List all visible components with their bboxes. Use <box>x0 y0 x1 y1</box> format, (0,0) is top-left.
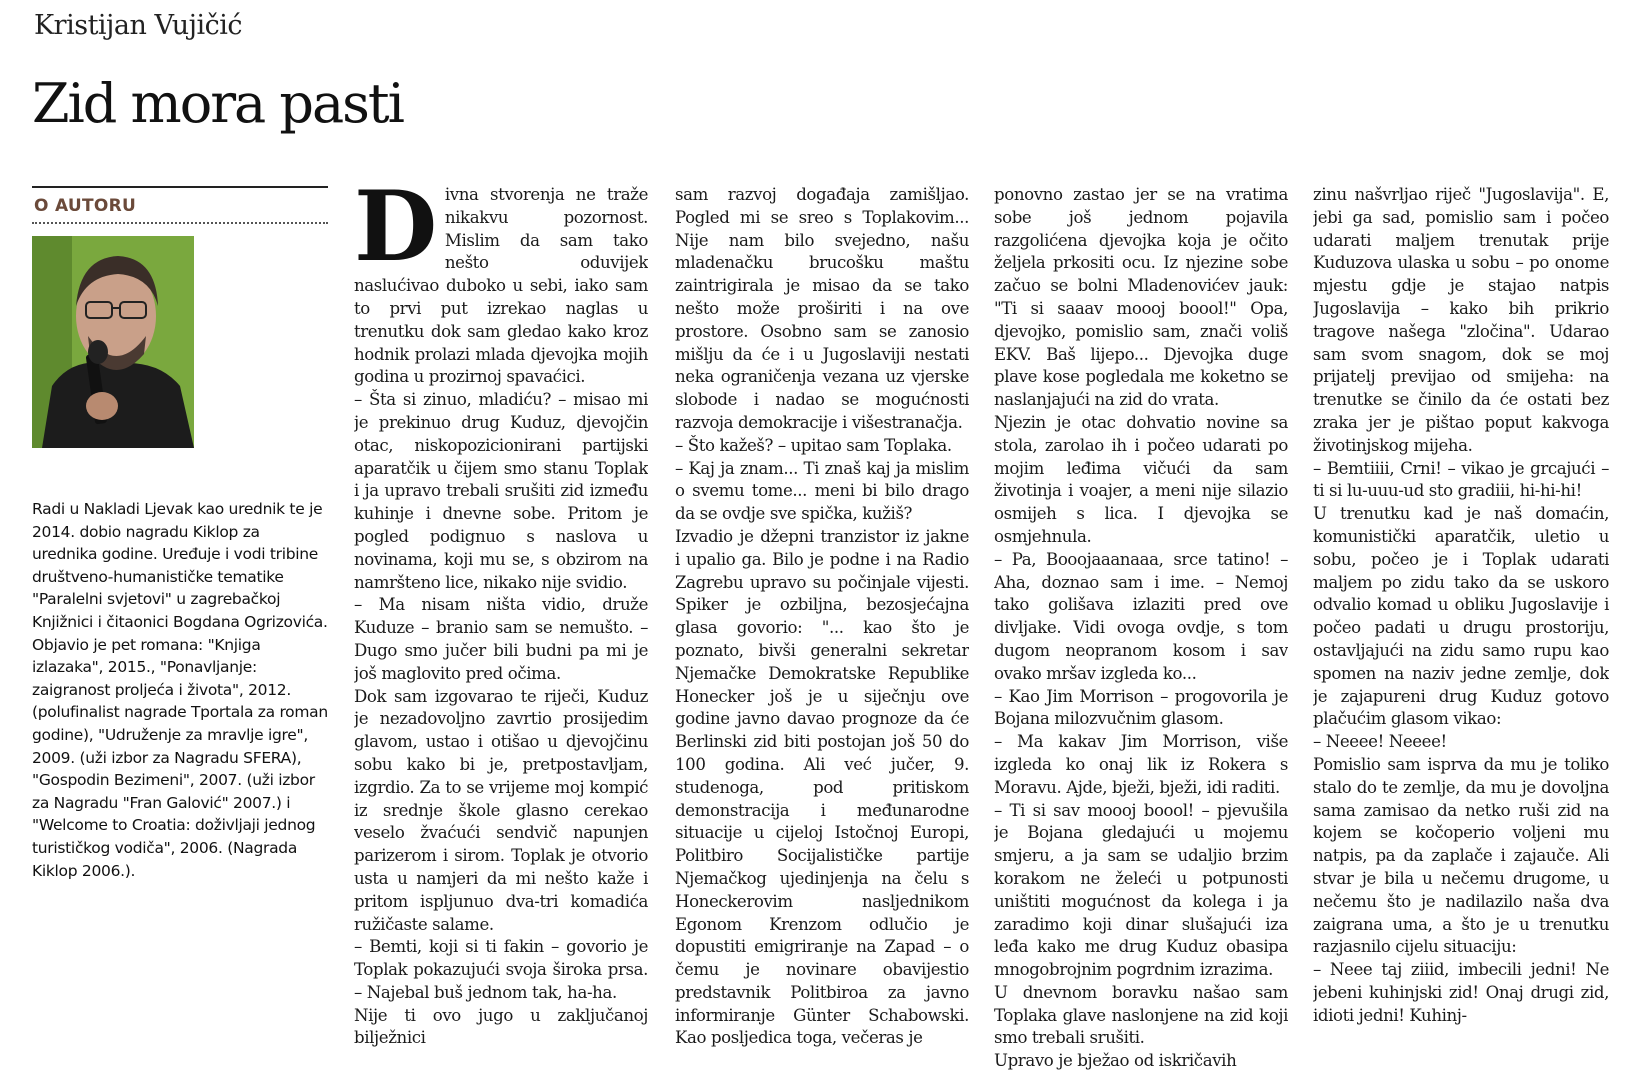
paragraph: Nije ti ovo jugo u zaključanoj bilježnici <box>354 1005 648 1048</box>
paragraph: Njezin je otac dohvatio novine sa stola, zarolao ih i počeo udarati po mojim leđima vičući da sam životinja i voajer, a meni nije silazio osmijeh s lica. I djevojka se osmjehnula. <box>994 412 1288 546</box>
paragraph: – Kaj ja znam... Ti znaš kaj ja mislim o svemu tome... meni bi bilo drago da se ovdje sve spička, kužiš? <box>675 458 969 524</box>
sidebar-top-rule <box>32 186 328 188</box>
paragraph: U dnevnom boravku našao sam Toplaka glave naslonjene na zid koji smo trebali srušiti. <box>994 982 1288 1048</box>
paragraph: – Pa, Booojaaanaaa, srce tatino! – Aha, doznao sam i ime. – Nemoj tako golišava izlaziti pred ove divljake. Vidi ovoga ovdje, s tom dugom neopranom kosom i sav ovako mršav izgleda ko... <box>994 549 1288 683</box>
drop-cap: D <box>354 184 437 283</box>
author-portrait-icon <box>32 236 194 448</box>
paragraph: – Šta si zinuo, mladiću? – misao mi je prekinuo drug Kuduz, djevojčin otac, niskopozicionirani partijski aparatčik u čijem smo stanu Toplak i ja upravo trebali srušiti zid između kuhinje i dnevne sobe. Pritom je pogled podignuo s naslova u novinama, koji mu se, s obzirom na namršteno lice, nikako nije svidio. <box>354 390 648 592</box>
paragraph: – Ma nisam ništa vidio, druže Kuduze – branio sam se nemušto. – Dugo smo jučer bili budni pa mi je još maglovito pred očima. <box>354 595 648 683</box>
paragraph: zinu našvrljao riječ "Jugoslavija". E, jebi ga sad, pomislio sam i počeo udarati maljem trenutak prije Kuduzova ulaska u sobu – po onome mjestu gdje je stajao natpis Jugoslavija – kako bih prikrio tragove našega "zločina". Udarao sam svom snagom, dok se moj prijatelj previjao od smijeha: na trenutke se činilo da će ostati bez zraka jer je pištao poput kakvoga životinjskog mijeha. <box>1313 185 1609 455</box>
sidebar-dotted-rule <box>32 222 328 224</box>
paragraph: – Neee taj ziiid, imbecili jedni! Ne jebeni kuhinjski zid! Onaj drugi zid, idioti jedni! Kuhinj- <box>1313 960 1609 1025</box>
article-column-2 <box>675 184 969 1080</box>
paragraph: Izvadio je džepni tranzistor iz jakne i upalio ga. Bilo je podne i na Radio Zagrebu upravo su počinjale vijesti. Spiker je ozbiljna, bezosjećajna glasa govorio: "... kao što je poznato, bivši generalni sekretar Njemačke Demokratske Republike Honecker još je u siječnju ove godine javno davao prognoze da će Berlinski zid biti postojan još 50 do 100 godina. Ali već jučer, 9. studenoga, pod pritiskom demonstracija i međunarodne situacije u cijeloj Istočnoj Europi, Politbiro Socijalističke partije Njemačkog ujedinjenja na čelu s Honeckerovim nasljednikom Egonom Krenzom odlučio je dopustiti emigriranje na Zapad – o čemu je novinare obavijestio predstavnik Politbiroa za javno informiranje Günter Schabowski. Kao posljedica toga, večeras je <box>675 526 969 1048</box>
paragraph: ivna stvorenja ne traže nikakvu pozornost. Mislim da sam tako nešto oduvijek naslućivao duboko u sebi, iako sam to prvi put izrekao naglas u trenutku dok sam gledao kako kroz hodnik prolazi mlada djevojka mojih godina u prozirnoj spavaćici. <box>354 185 648 387</box>
paragraph: Upravo je bježao od iskričavih <box>994 1051 1237 1071</box>
article-column-3 <box>994 184 1288 1080</box>
author-name: Kristijan Vujičić <box>34 10 243 41</box>
paragraph: – Kao Jim Morrison – progovorila je Bojana milozvučnim glasom. <box>994 686 1288 729</box>
paragraph: – Ti si sav moooj boool! – pjevušila je Bojana gledajući u mojemu smjeru, a ja sam se udaljio brzim korakom ne želeći u potpunosti uništiti mogućnost da kolega i ja zaradimo koji dinar slušajući iza leđa kako me drug Kuduz obasipa mnogobrojnim pogrdnim izrazima. <box>994 800 1288 980</box>
article-title: Zid mora pasti <box>32 72 403 135</box>
author-photo <box>32 236 194 448</box>
paragraph: Pomislio sam isprva da mu je toliko stalo do te zemlje, da mu je dovoljna sama zamisao da netko ruši zid na kojem se kočoperio voljeni mu natpis, pa da zaplače i zajauče. Ali stvar je bila u nečemu drugome, u nečemu što je nadilazilo naša dva zaigrana uma, a što je u trenutku razjasnilo cijelu situaciju: <box>1313 754 1609 957</box>
about-author-sidebar <box>32 186 328 882</box>
article-column-4 <box>1313 184 1609 1080</box>
paragraph: – Bemti, koji si ti fakin – govorio je Toplak pokazujući svoja široka prsa. – Najebal buš jednom tak, ha-ha. <box>354 937 648 1002</box>
paragraph: – Što kažeš? – upitao sam Toplaka. <box>675 435 952 455</box>
paragraph: – Neeee! Neeee! <box>1313 732 1447 752</box>
paragraph: – Bemtiiii, Crni! – vikao je grcajući – ti si lu-uuu-ud sto gradiii, hi-hi-hi! <box>1313 458 1609 501</box>
paragraph: Dok sam izgovarao te riječi, Kuduz je nezadovoljno zavrtio prosijedim glavom, ustao i otišao u djevojčinu sobu kako bi je, pretpostavljam, izgrdio. Za to se vrijeme moj kompić iz srednje škole glasno cerekao veselo žvaćući sendvič napunjen parizerom i sirom. Toplak je otvorio usta u namjeri da mi nešto kaže i pritom ispljunuo dva-tri komadića ružičaste salame. <box>354 686 648 934</box>
paragraph: – Ma kakav Jim Morrison, više izgleda ko onaj lik iz Rokera s Moravu. Ajde, bježi, bježi, idi raditi. <box>994 732 1288 797</box>
article-column-1 <box>354 184 648 1080</box>
paragraph: U trenutku kad je naš domaćin, komunistički aparatčik, uletio u sobu, počeo je i Toplak udarati maljem po zidu tako da se uskoro odvalio komad u obliku Jugoslavije i počeo padati u drugu prostoriju, ostavljajući na zidu samo rupu kao spomen na naziv jedne zemlje, dok je zajapureni drug Kuduz gotovo plačućim glasom vikao: <box>1313 504 1609 729</box>
sidebar-label: O AUTORU <box>34 196 137 216</box>
paragraph: sam razvoj događaja zamišljao. Pogled mi se sreo s Toplakovim... Nije nam bilo svejedno, našu mladenačku brucošku maštu zaintrigirala je misao da se tako nešto može proširiti i na ove prostore. Osobno sam se zanosio mišlju da će i u Jugoslaviji nestati neka ograničenja vezana uz vjerske slobode i nadao se mogućnosti razvoja demokracije i višestranačja. <box>675 185 969 432</box>
paragraph: ponovno zastao jer se na vratima sobe još jednom pojavila razgolićena djevojka koja je očito željela prkositi ocu. Iz njezine sobe začuo se bolni Mladenovićev jauk: "Ti si saaav moooj boool!" Opa, djevojko, pomislio sam, znači voliš EKV. Baš lijepo... Djevojka duge plave kose pogledala me koketno se naslanjajući na zid do vrata. <box>994 185 1288 410</box>
author-bio: Radi u Nakladi Ljevak kao urednik te je 2014. dobio nagradu Kiklop za urednika godine. Uređuje i vodi tribine društveno-humanističke tematike "Paralelni svjetovi" u zagrebačkoj Knjižnici i čitaonici Bogdana Ogrizovića. Objavio je pet romana: "Knjiga izlazaka", 2015., "Ponavljanje: zaigranost proljeća i života", 2012. (polufinalist nagrade Tportala za roman godine), "Udruženje za mravlje igre", 2009. (uži izbor za Nagradu SFERA), "Gospodin Bezimeni", 2007. (uži izbor za Nagradu "Fran Galović" 2007.) i "Welcome to Croatia: doživljaji jednog turističkog vodiča", 2006. (Nagrada Kiklop 2006.). <box>32 500 328 880</box>
